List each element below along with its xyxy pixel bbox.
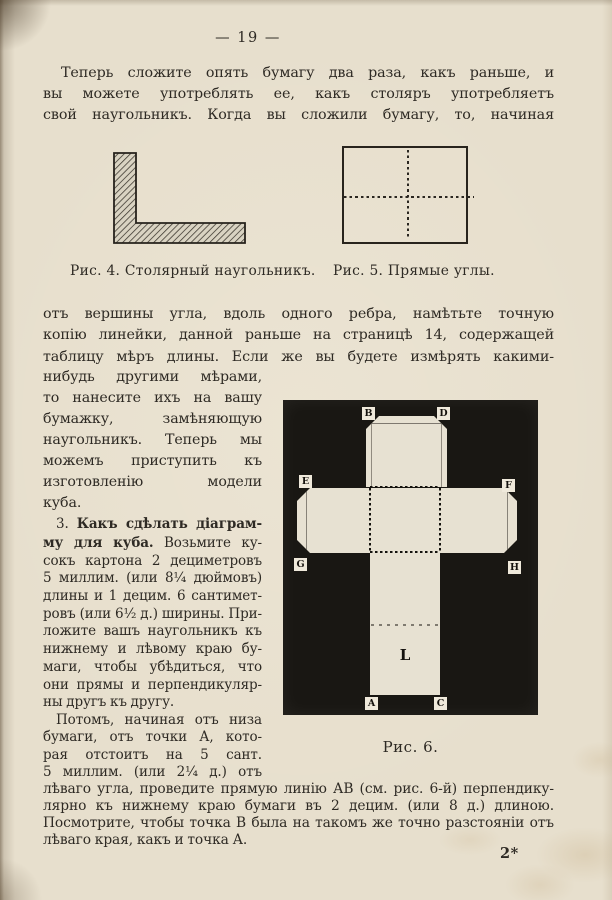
figure-cube-net (283, 400, 538, 715)
figure-right-angles (342, 146, 468, 244)
signature-mark: 2* (500, 845, 519, 862)
text-after-heading: Возьмите ку- (153, 535, 262, 551)
net-horizontal-arm (297, 488, 517, 553)
text-line: можемъ приступить къ (43, 453, 262, 469)
text-line: сокъ картона 2 дециметровъ (43, 552, 262, 569)
net-label-B: B (362, 407, 375, 420)
section-title-part1: Какъ сдѣлать діаграм- (76, 516, 262, 532)
text-line: бумажку, замѣняющую (43, 411, 262, 427)
text-line: копію линейки, данной раньше на страницѣ 14, содержащей (43, 327, 554, 344)
net-label-G: G (294, 558, 307, 571)
text-line: ны другъ къ другу. (43, 694, 175, 711)
dotted-fold-line-right (439, 488, 441, 552)
right-tab-fold-line (507, 491, 508, 550)
section-number: 3. (56, 516, 77, 532)
paragraph-line-ab (43, 781, 554, 849)
text-line: вы можете употреблять ее, какъ столяръ употребляетъ (43, 85, 554, 102)
text-line: лѣваго края, какъ и точка А. (43, 832, 248, 848)
net-top-flap (366, 416, 447, 487)
text-line: 5 миллим. (или 2¹⁄₄ д.) отъ (43, 764, 262, 781)
section-3-diagram-for-cube (43, 514, 262, 712)
text-line: ровъ (или 6¹⁄₂ д.) ширины. При- (43, 605, 262, 622)
text-line: таблицу мѣръ длины. Если же вы будете измѣрять какими- (43, 348, 554, 365)
figure5-caption: Рис. 5. Прямые углы. (333, 263, 495, 279)
faint-fold-line (371, 624, 438, 626)
text-line: изготовленію модели (43, 474, 262, 490)
figure4-caption: Рис. 4. Столярный наугольникъ. (70, 263, 316, 279)
text-line: Теперь сложите опять бумагу два раза, какъ раньше, и (61, 65, 554, 81)
carpenter-square-drawing (113, 152, 246, 244)
dotted-fold-line-bottom (370, 551, 440, 553)
text-line: Посмотрите, чтобы точка В была на такомъ же точно разстояніи отъ (43, 815, 554, 831)
dotted-fold-line-left (369, 488, 371, 552)
horizontal-crease-line (344, 196, 474, 198)
text-line: Потомъ, начиная отъ низа (56, 712, 262, 728)
text-line: нибудь другими мѣрами, (43, 369, 262, 385)
vertical-crease-line (407, 150, 409, 238)
text-line: наугольникъ. Теперь мы (43, 432, 262, 448)
column-text-upper (43, 367, 262, 514)
net-label-A: A (365, 697, 378, 710)
paragraph-ruler (43, 304, 554, 368)
paragraph-intro (43, 63, 554, 125)
text-line: 5 миллим. (или 8¹⁄₄ дюймовъ) (43, 570, 262, 587)
dotted-fold-line-top (370, 486, 440, 488)
text-line: отъ вершины угла, вдоль одного ребра, намѣтьте точную (43, 306, 554, 322)
net-label-H: H (508, 561, 521, 574)
paragraph-point-a (43, 712, 262, 782)
text-line: они прямы и перпендикуляр- (43, 676, 262, 693)
flap-fold-line (371, 423, 442, 487)
page-number: — 19 — (215, 30, 281, 46)
text-line: то нанесите ихъ на вашу (43, 390, 262, 406)
text-line: лярно къ нижнему краю бумаги въ 2 децим. (или 8 д.) длиною. (43, 798, 554, 814)
text-line: куба. (43, 495, 82, 511)
text-line: рая отстоитъ на 5 сант. (43, 746, 262, 763)
section-title-part2: му для куба. (43, 535, 154, 551)
text-line: лѣваго угла, проведите прямую линію АВ (см. рис. 6-й) перпендику- (43, 781, 554, 797)
figure-carpenter-square (113, 152, 246, 244)
net-label-F: F (502, 479, 515, 492)
text-line: ложите вашъ наугольникъ къ (43, 623, 262, 640)
text-line: длины и 1 децим. 6 сантимет- (43, 588, 262, 605)
text-line: бумаги, отъ точки А, кото- (43, 729, 262, 746)
figure6-caption: Рис. 6. (382, 738, 439, 756)
section-heading-line (43, 535, 262, 553)
net-label-D: D (437, 407, 450, 420)
text-line: нижнему и лѣвому краю бу- (43, 641, 262, 658)
text-line: свой наугольникъ. Когда вы сложили бумагу, то, начиная (43, 106, 554, 123)
net-label-L: L (399, 646, 411, 664)
section-heading-line (43, 514, 262, 535)
net-label-E: E (299, 475, 312, 488)
net-label-C: C (434, 697, 447, 710)
text-line: маги, чтобы убѣдиться, что (43, 658, 262, 675)
left-tab-fold-line (306, 491, 307, 550)
